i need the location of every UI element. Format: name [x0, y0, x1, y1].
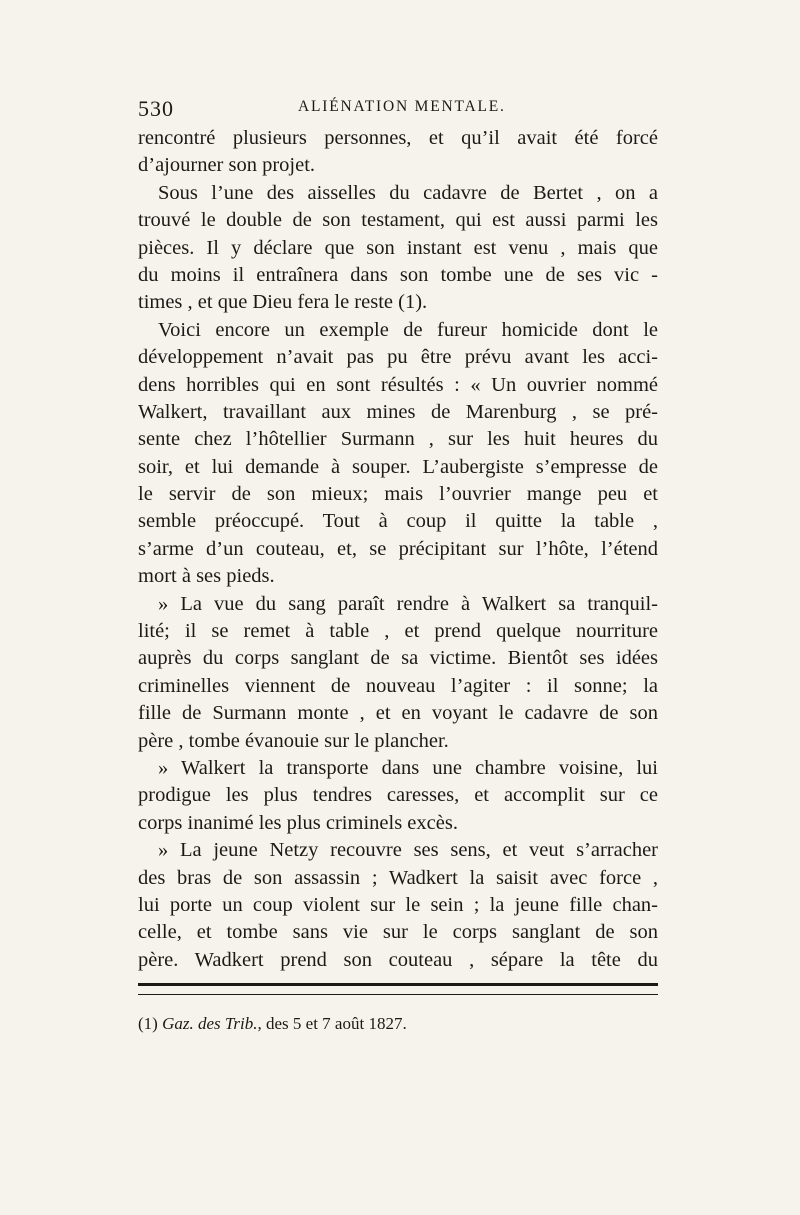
text-line: Walkert, travaillant aux mines de Marenburg , se pré- [138, 400, 658, 423]
text-line: Voici encore un exemple de fureur homicide dont le [158, 318, 658, 341]
text-line: s’arme d’un couteau, et, se précipitant sur l’hôte, l’étend [138, 537, 658, 560]
text-line: père. Wadkert prend son couteau , sépare la tête du [138, 948, 658, 971]
text-line: prodigue les plus tendres caresses, et accomplit sur ce [138, 784, 658, 807]
footnote-source: Gaz. des Trib., [162, 1014, 262, 1033]
text-line: semble préoccupé. Tout à coup il quitte la table , [138, 510, 658, 533]
text-line: lité; il se remet à table , et prend quelque nourriture [138, 620, 658, 643]
text-line: Sous l’une des aisselles du cadavre de Bertet , on a [158, 181, 658, 204]
text-line: dens horribles qui en sont résultés : « Un ouvrier nommé [138, 373, 658, 396]
text-line: corps inanimé les plus criminels excès. [138, 811, 458, 834]
text-line: auprès du corps sanglant de sa victime. Bientôt ses idées [138, 647, 658, 670]
text-line: le servir de son mieux; mais l’ouvrier mange peu et [138, 483, 658, 506]
text-line: des bras de son assassin ; Wadkert la saisit avec force , [138, 866, 658, 889]
footnote-rule [138, 983, 658, 986]
text-line: » La jeune Netzy recouvre ses sens, et veut s’arracher [158, 839, 658, 862]
text-line: criminelles viennent de nouveau l’agiter : il sonne; la [138, 674, 658, 697]
text-line: times , et que Dieu fera le reste (1). [138, 291, 428, 314]
footnote [138, 1014, 407, 1034]
footnote-date: des 5 et 7 août 1827. [266, 1014, 407, 1033]
page-header [138, 96, 658, 126]
text-line: pièces. Il y déclare que son instant est venu , mais que [138, 236, 658, 259]
text-line: père , tombe évanouie sur le plancher. [138, 729, 449, 752]
text-line: » Walkert la transporte dans une chambre voisine, lui [158, 756, 658, 779]
text-line: celle, et tombe sans vie sur le corps sanglant de son [138, 921, 658, 944]
running-title: ALIÉNATION MENTALE. [298, 98, 506, 115]
text-line: fille de Surmann monte , et en voyant le cadavre de son [138, 702, 658, 725]
text-line: trouvé le double de son testament, qui est aussi parmi les [138, 209, 658, 232]
text-line: développement n’avait pas pu être prévu avant les acci- [138, 346, 658, 369]
text-line: » La vue du sang paraît rendre à Walkert sa tranquil- [158, 592, 658, 615]
page-number: 530 [138, 96, 174, 121]
footnote-marker: (1) [138, 1014, 158, 1033]
text-line: rencontré plusieurs personnes, et qu’il avait été forcé [138, 127, 658, 149]
text-line: mort à ses pieds. [138, 565, 275, 588]
text-line: d’ajourner son projet. [138, 154, 316, 177]
footnote-rule-thin [138, 994, 658, 995]
text-line: lui porte un coup violent sur le sein ; la jeune fille chan- [138, 893, 658, 916]
body-text [138, 125, 658, 974]
text-line: soir, et lui demande à souper. L’aubergiste s’empresse de [138, 455, 658, 478]
text-line: du moins il entraînera dans son tombe une de ses vic - [138, 263, 658, 286]
text-line: sente chez l’hôtellier Surmann , sur les huit heures du [138, 428, 658, 451]
